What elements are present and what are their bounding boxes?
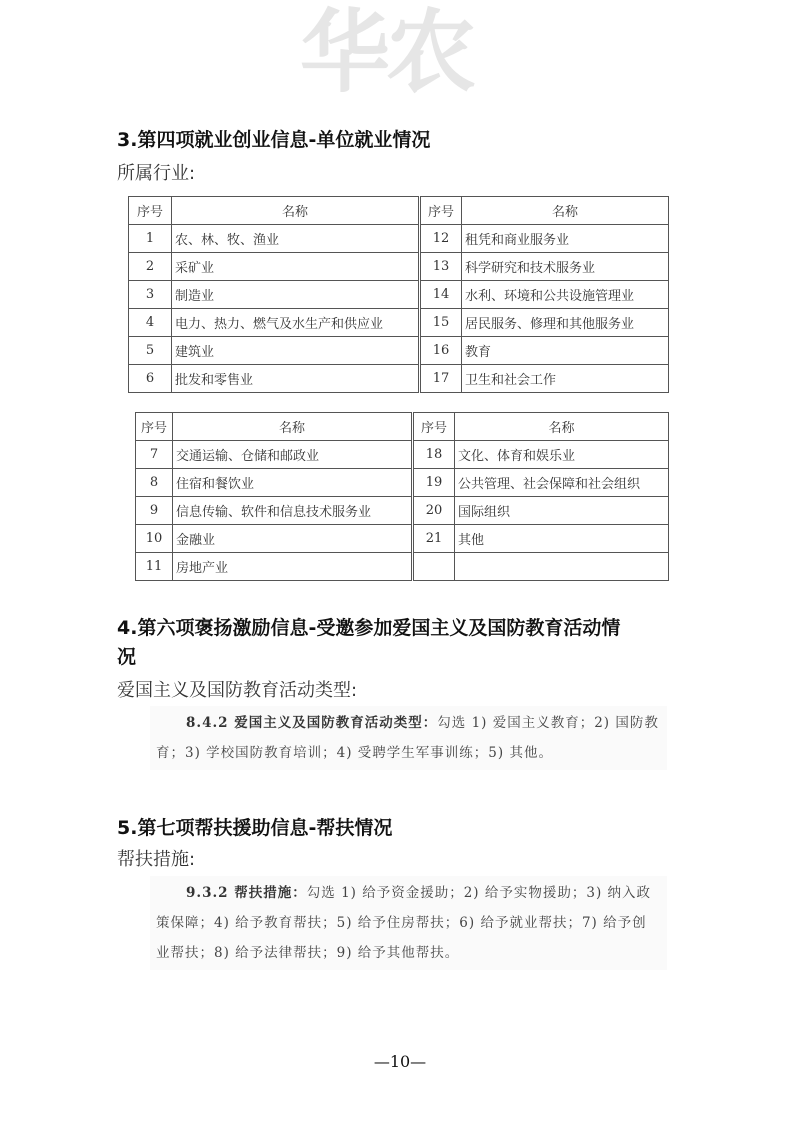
cell-no: 19 bbox=[413, 469, 455, 497]
header-no: 序号 bbox=[129, 197, 172, 225]
table-row bbox=[129, 225, 669, 253]
header-no: 序号 bbox=[413, 413, 455, 441]
cell-name: 居民服务、修理和其他服务业 bbox=[462, 309, 669, 337]
cell-no: 6 bbox=[129, 365, 172, 393]
header-no: 序号 bbox=[136, 413, 173, 441]
cell-name: 制造业 bbox=[172, 281, 420, 309]
watermark: 华农 bbox=[300, 0, 472, 105]
cell-no: 11 bbox=[136, 553, 173, 581]
cell-name: 水利、环境和公共设施管理业 bbox=[462, 281, 669, 309]
excerpt-clause: 8.4.2 爱国主义及国防教育活动类型： bbox=[186, 715, 438, 731]
table-row bbox=[129, 337, 669, 365]
excerpt-text: 勾选 1) 爱国主义教育；2) 国防教育；3) 学校国防教育培训；4) 受聘学生军事训练；5) 其他。 bbox=[156, 715, 659, 761]
cell-name: 住宿和餐饮业 bbox=[173, 469, 413, 497]
cell-no: 13 bbox=[420, 253, 462, 281]
cell-no: 2 bbox=[129, 253, 172, 281]
section-4-excerpt bbox=[150, 706, 667, 770]
cell-name: 文化、体育和娱乐业 bbox=[455, 441, 669, 469]
cell-name: 租凭和商业服务业 bbox=[462, 225, 669, 253]
cell-no: 15 bbox=[420, 309, 462, 337]
cell-no: 12 bbox=[420, 225, 462, 253]
cell-no: 8 bbox=[136, 469, 173, 497]
header-name: 名称 bbox=[462, 197, 669, 225]
table-row bbox=[129, 281, 669, 309]
table-row bbox=[136, 469, 669, 497]
excerpt-text: 勾选 1) 给予资金援助；2) 给予实物援助；3) 纳入政策保障；4) 给予教育帮扶；5) 给予住房帮扶；6) 给予就业帮扶；7) 给予创业帮扶；8) 给予法律帮扶；9) 给予其他帮扶。 bbox=[156, 885, 652, 961]
header-name: 名称 bbox=[455, 413, 669, 441]
table-row bbox=[129, 253, 669, 281]
cell-no: 7 bbox=[136, 441, 173, 469]
section-4-heading-cont: 况 bbox=[117, 646, 137, 668]
section-3-label: 所属行业: bbox=[117, 163, 196, 184]
section-4-label: 爱国主义及国防教育活动类型: bbox=[117, 680, 358, 701]
cell-no: 5 bbox=[129, 337, 172, 365]
industry-table-2 bbox=[135, 412, 669, 581]
excerpt-clause: 9.3.2 帮扶措施： bbox=[186, 885, 307, 901]
industry-table-1 bbox=[128, 196, 669, 393]
page-number: —10— bbox=[373, 1052, 427, 1071]
cell-no: 9 bbox=[136, 497, 173, 525]
cell-name: 科学研究和技术服务业 bbox=[462, 253, 669, 281]
cell-name: 国际组织 bbox=[455, 497, 669, 525]
cell-name: 信息传输、软件和信息技术服务业 bbox=[173, 497, 413, 525]
section-4-heading: 4.第六项褒扬激励信息-受邀参加爱国主义及国防教育活动情 bbox=[117, 617, 621, 639]
cell-no bbox=[413, 553, 455, 581]
cell-no: 21 bbox=[413, 525, 455, 553]
cell-name: 卫生和社会工作 bbox=[462, 365, 669, 393]
cell-no: 3 bbox=[129, 281, 172, 309]
section-5-excerpt bbox=[150, 876, 667, 970]
table-header bbox=[136, 413, 669, 441]
cell-name: 公共管理、社会保障和社会组织 bbox=[455, 469, 669, 497]
table-row bbox=[136, 497, 669, 525]
cell-no: 10 bbox=[136, 525, 173, 553]
cell-no: 18 bbox=[413, 441, 455, 469]
header-no: 序号 bbox=[420, 197, 462, 225]
header-name: 名称 bbox=[173, 413, 413, 441]
cell-name bbox=[455, 553, 669, 581]
cell-no: 4 bbox=[129, 309, 172, 337]
cell-name: 交通运输、仓储和邮政业 bbox=[173, 441, 413, 469]
cell-no: 17 bbox=[420, 365, 462, 393]
cell-no: 16 bbox=[420, 337, 462, 365]
cell-no: 20 bbox=[413, 497, 455, 525]
cell-name: 采矿业 bbox=[172, 253, 420, 281]
cell-name: 金融业 bbox=[173, 525, 413, 553]
cell-no: 14 bbox=[420, 281, 462, 309]
table-row bbox=[136, 553, 669, 581]
cell-name: 电力、热力、燃气及水生产和供应业 bbox=[172, 309, 420, 337]
header-name: 名称 bbox=[172, 197, 420, 225]
table-row bbox=[129, 309, 669, 337]
cell-name: 房地产业 bbox=[173, 553, 413, 581]
cell-no: 1 bbox=[129, 225, 172, 253]
cell-name: 批发和零售业 bbox=[172, 365, 420, 393]
section-3-heading: 3.第四项就业创业信息-单位就业情况 bbox=[117, 129, 431, 151]
table-row bbox=[136, 525, 669, 553]
section-5-heading: 5.第七项帮扶援助信息-帮扶情况 bbox=[117, 817, 393, 839]
cell-name: 其他 bbox=[455, 525, 669, 553]
table-header bbox=[129, 197, 669, 225]
cell-name: 农、林、牧、渔业 bbox=[172, 225, 420, 253]
table-row bbox=[136, 441, 669, 469]
cell-name: 教育 bbox=[462, 337, 669, 365]
cell-name: 建筑业 bbox=[172, 337, 420, 365]
section-5-label: 帮扶措施: bbox=[117, 849, 196, 870]
table-row bbox=[129, 365, 669, 393]
